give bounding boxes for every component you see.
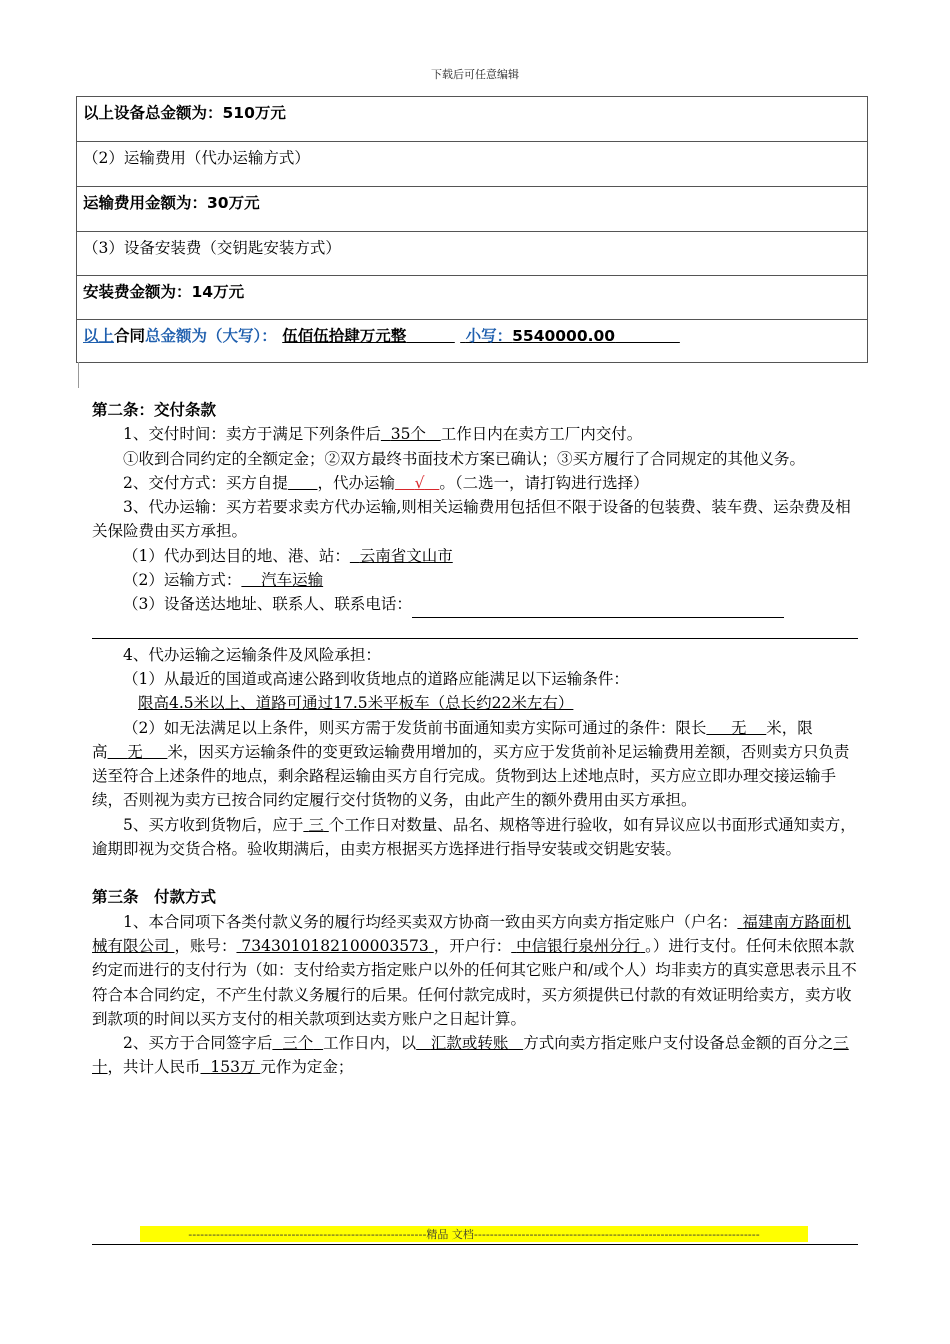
- contract-total-small: 5540000.00: [512, 327, 616, 345]
- payment-method: 汇款或转账: [430, 1034, 509, 1053]
- article3-title: 第三条 付款方式: [92, 888, 217, 907]
- article2-p11: （2）如无法满足以上条件，则买方需于发货前书面通知卖方实际可通过的条件：限长 无 米，限高 无 米，因买方运输条件的变更致运输费用增加的，买方应于发货前补足运输费用差额，否则卖方只负责送至符合上述条件的地点，剩余路程运输由买方自行完成。货物到达上述地点时，买方应立即办理交接运输手续，否则视为卖方已按合同约定履行交付货物的义务，由此产生的额外费用由买方承担。: [92, 718, 850, 810]
- article2-p5: （1）代办到达目的地、港、站： 云南省文山市: [123, 546, 453, 565]
- contract-total-small-label: 小写：: [465, 327, 513, 345]
- install-fee-title: （3）设备安装费（交钥匙安装方式）: [77, 232, 868, 276]
- inspection-days: 三: [308, 815, 324, 834]
- limit-height: 无: [127, 742, 143, 761]
- article2-p7: （3）设备送达地址、联系人、联系电话：: [92, 592, 858, 617]
- article2-p1: 1、交付时间：卖方于满足下列条件后 35个 工作日内在卖方工厂内交付。: [123, 425, 643, 444]
- limit-length: 无: [731, 718, 747, 737]
- footer-rule: [92, 1244, 858, 1245]
- article2-p10: 限高4.5米以上、道路可通过17.5米平板车（总长约22米左右）: [138, 694, 574, 713]
- article2-title: 第二条：交付条款: [92, 401, 217, 419]
- deposit-amount: 153万: [210, 1058, 256, 1077]
- article2-p8: 4、代办运输之运输条件及风险承担：: [123, 645, 381, 664]
- transport-fee-total: 运输费用金额为：30万元: [77, 187, 868, 232]
- article3-p1: 1、本合同项下各类付款义务的履行均经买卖双方协商一致由买方向卖方指定账户（户名： 福建南方路面机械有限公司 ，账号： 7343010182100003573 ，开户行： 中信银行泉州分行 。）进行支付。任何未依照本款约定而进行的支付行为（如：支付给卖方指定账户以外的任何其它账户和/或个人）均非卖方的真实意思表示且不符合本合同约定，不产生付款义务履行的后果。任何付款完成时，买方须提供已付款的有效证明给卖方，卖方收到款项的时间以买方支付的相关款项到达卖方账户之日起计算。: [92, 912, 857, 1028]
- contract-total-row: [77, 320, 868, 363]
- article2-p4: 3、代办运输：买方若要求卖方代办运输,则相关运输费用包括但不限于设备的包装费、装车费、运杂费及相关保险费由买方承担。: [92, 498, 851, 541]
- destination: 云南省文山市: [359, 546, 453, 565]
- article2-p6: （2）运输方式： 汽车运输: [123, 571, 324, 590]
- article2-p9: （1）从最近的国道或高速公路到收货地点的道路应能满足以下运输条件：: [123, 669, 629, 688]
- transport-mode: 汽车运输: [261, 571, 324, 590]
- address-blank: [412, 592, 784, 617]
- contract-total-label-c: 总金额为（大写）：: [145, 327, 277, 345]
- contract-total-small-wrap: [460, 327, 680, 345]
- deposit-percent: 三十: [92, 1034, 849, 1077]
- address-blank-line: [92, 618, 858, 639]
- article2-p12: 5、买方收到货物后，应于 三 个工作日对数量、品名、规格等进行验收，如有异议应以书面形式通知卖方，逾期即视为交货合格。验收期满后，由卖方根据买方选择进行指导安装或交钥匙安装。: [92, 815, 856, 859]
- account-number: 7343010182100003573: [241, 936, 429, 955]
- article2-p2: ①收到合同约定的全额定金；②双方最终书面技术方案已确认；③买方履行了合同规定的其他义务。: [123, 449, 806, 468]
- bank-name: 中信银行泉州分行: [516, 936, 641, 955]
- fee-table: [76, 96, 868, 363]
- transport-fee-title: （2）运输费用（代办运输方式）: [77, 142, 868, 187]
- contract-total-upper: 伍佰伍拾肆万元整: [282, 327, 407, 345]
- contract-total-label-b: 合同: [114, 327, 146, 345]
- contract-total-label-a: 以上: [83, 327, 115, 345]
- deposit-days: 三个: [282, 1034, 314, 1053]
- footer-banner: ------------------------------------------------------------精品 文档------------------------------------------------------------------------: [140, 1226, 808, 1242]
- page-header-note: 下载后可任意编辑: [431, 68, 519, 81]
- article2-p3: 2、交付方式：买方自提 ，代办运输 √ 。（二选一，请打钩进行选择）: [123, 473, 649, 492]
- delivery-days: 35个: [390, 425, 426, 444]
- account-name: 福建南方路面机械有限公司: [92, 912, 851, 955]
- margin-mark: [78, 362, 79, 388]
- footer-text: 精品 文档: [426, 1228, 474, 1241]
- agent-transport-check: √: [414, 473, 425, 492]
- install-fee-total: 安装费金额为：14万元: [77, 276, 868, 320]
- article3-p2: 2、买方于合同签字后 三个 工作日内，以 汇款或转账 方式向卖方指定账户支付设备总金额的百分之三十，共计人民币 153万 元作为定金；: [92, 1034, 849, 1077]
- equipment-total: 以上设备总金额为：510万元: [77, 97, 868, 142]
- contract-body: [92, 398, 858, 1080]
